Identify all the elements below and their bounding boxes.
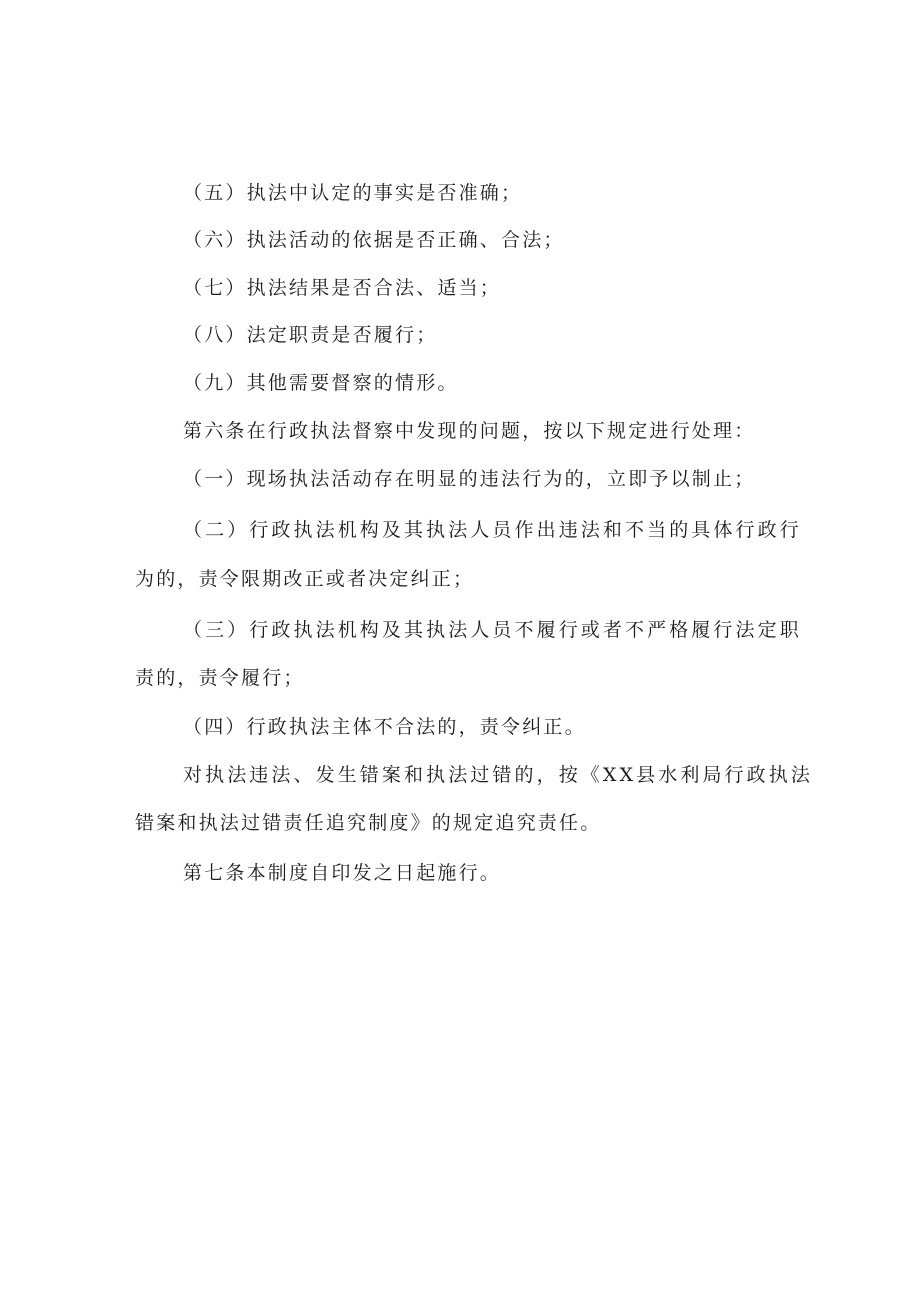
responsibility-line-1: 对执法违法、发生错案和执法过错的，按《XX县水利局行政执法	[183, 764, 813, 786]
measure-two-line-2: 为的，责令限期改正或者决定纠正；	[135, 568, 475, 590]
article-six-heading: 第六条在行政执法督察中发现的问题，按以下规定进行处理：	[183, 420, 756, 442]
measure-one: （一）现场执法活动存在明显的违法行为的，立即予以制止；	[183, 468, 756, 490]
item-nine: （九）其他需要督察的情形。	[183, 372, 459, 394]
responsibility-line-2: 错案和执法过错责任追究制度》的规定追究责任。	[135, 812, 602, 834]
item-six: （六）执法活动的依据是否正确、合法；	[183, 229, 565, 251]
measure-two-line-1: （二）行政执法机构及其执法人员作出违法和不当的具体行政行	[183, 519, 802, 541]
measure-three-line-1: （三）行政执法机构及其执法人员不履行或者不严格履行法定职	[183, 619, 802, 641]
measure-three-line-2: 责的，责令履行；	[135, 667, 305, 689]
item-eight: （八）法定职责是否履行；	[183, 324, 438, 346]
item-seven: （七）执法结果是否合法、适当；	[183, 277, 502, 299]
item-five: （五）执法中认定的事实是否准确；	[183, 182, 523, 204]
article-seven: 第七条本制度自印发之日起施行。	[183, 862, 502, 884]
measure-four: （四）行政执法主体不合法的，责令纠正。	[183, 716, 586, 738]
